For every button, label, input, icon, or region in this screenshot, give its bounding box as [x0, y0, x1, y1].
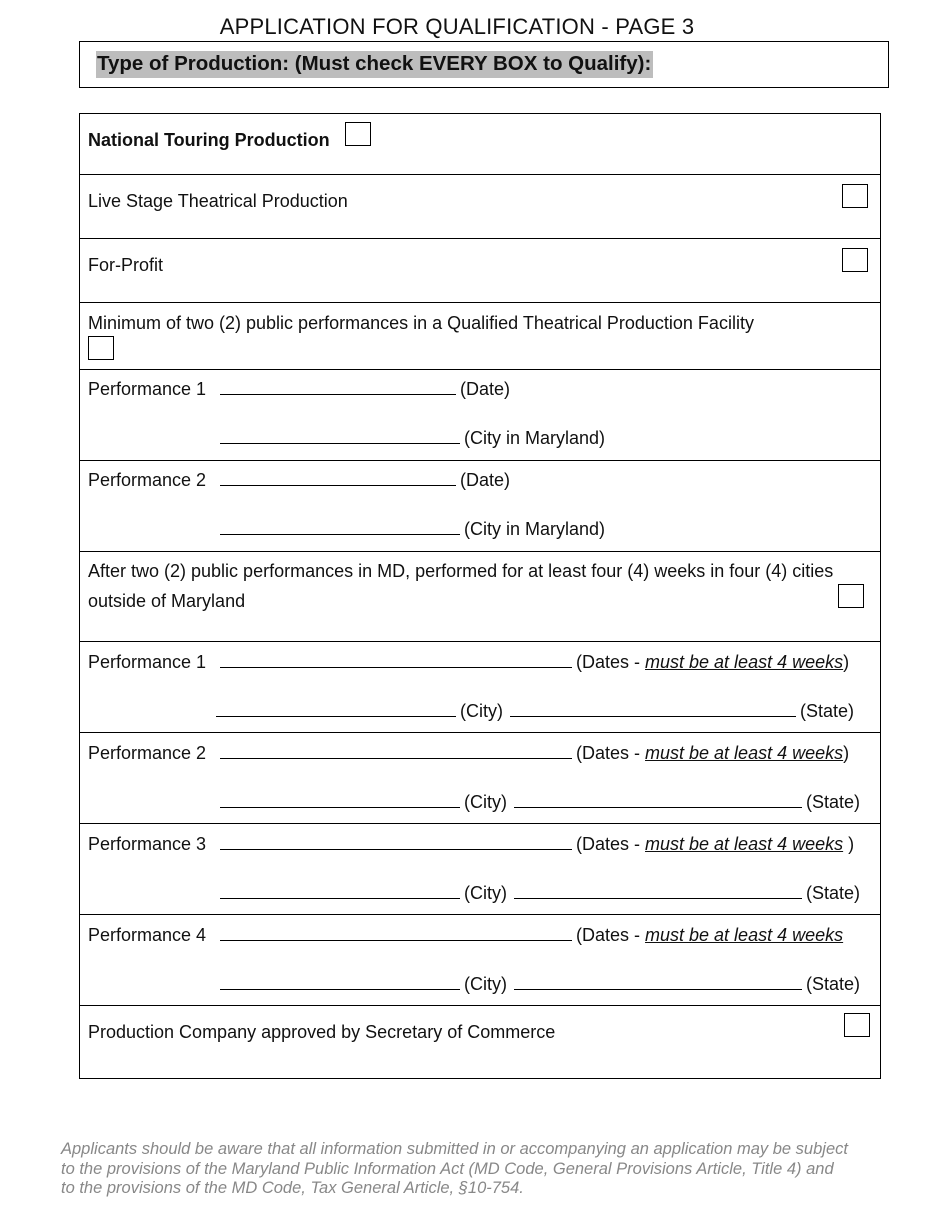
tour-performance-1-state-field[interactable]: (State)	[510, 701, 854, 721]
tour-performance-4-city-field[interactable]: (City)	[220, 974, 507, 994]
md-performance-2-city-field[interactable]: (City in Maryland)	[220, 519, 605, 539]
row-divider	[80, 369, 880, 370]
row-divider	[80, 551, 880, 552]
page-title: APPLICATION FOR QUALIFICATION - PAGE 3	[219, 14, 695, 39]
after-two-checkbox[interactable]	[838, 584, 864, 608]
tour-performance-4-label: Performance 4	[88, 925, 207, 945]
tour-performance-3-state-field[interactable]: (State)	[514, 883, 860, 903]
tour-performance-2-label: Performance 2	[88, 743, 207, 763]
tour-performance-1-city-field[interactable]: (City)	[216, 701, 503, 721]
row-divider	[80, 823, 880, 824]
md-performance-1-label: Performance 1	[88, 379, 207, 399]
disclaimer-line-3: to the provisions of the MD Code, Tax General Article, §10-754.	[61, 1179, 524, 1197]
secretary-approval-label: Production Company approved by Secretary of Commerce	[88, 1022, 556, 1042]
tour-performance-4-dates-field[interactable]: (Dates - must be at least 4 weeks	[220, 925, 843, 945]
tour-performance-2-dates-field[interactable]: (Dates - must be at least 4 weeks)	[220, 743, 849, 763]
row-divider	[80, 732, 880, 733]
row-divider	[80, 460, 880, 461]
section-header-box	[79, 41, 889, 88]
secretary-approval-checkbox[interactable]	[844, 1013, 870, 1037]
tour-performance-4-state-field[interactable]: (State)	[514, 974, 860, 994]
row-divider	[80, 641, 880, 642]
live-stage-label: Live Stage Theatrical Production	[88, 191, 348, 211]
disclaimer-footer	[61, 1140, 891, 1199]
qualification-form	[79, 113, 881, 1079]
row-divider	[80, 914, 880, 915]
tour-performance-1-label: Performance 1	[88, 652, 207, 672]
tour-performance-2-city-field[interactable]: (City)	[220, 792, 507, 812]
row-divider	[80, 238, 880, 239]
row-divider	[80, 302, 880, 303]
section-header: Type of Production: (Must check EVERY BOX to Qualify):	[96, 51, 653, 78]
md-performance-2-label: Performance 2	[88, 470, 207, 490]
for-profit-label: For-Profit	[88, 255, 164, 275]
tour-performance-3-city-field[interactable]: (City)	[220, 883, 507, 903]
disclaimer-line-1: Applicants should be aware that all information submitted in or accompanying an application may be subject	[61, 1140, 848, 1158]
md-performance-1-date-field[interactable]: (Date)	[220, 379, 510, 399]
after-two-label-line1: After two (2) public performances in MD, performed for at least four (4) weeks in four (4) cities	[88, 561, 834, 581]
row-divider	[80, 174, 880, 175]
national-touring-checkbox[interactable]	[345, 122, 371, 146]
min-performances-checkbox[interactable]	[88, 336, 114, 360]
tour-performance-1-dates-field[interactable]: (Dates - must be at least 4 weeks)	[220, 652, 849, 672]
tour-performance-3-dates-field[interactable]: (Dates - must be at least 4 weeks )	[220, 834, 854, 854]
tour-performance-2-state-field[interactable]: (State)	[514, 792, 860, 812]
disclaimer-line-2: to the provisions of the Maryland Public Information Act (MD Code, General Provisions Article, Title 4) and	[61, 1159, 834, 1178]
row-divider	[80, 1005, 880, 1006]
national-touring-label: National Touring Production	[88, 130, 330, 150]
min-performances-label: Minimum of two (2) public performances in a Qualified Theatrical Production Facility	[88, 313, 754, 333]
after-two-label-line2: outside of Maryland	[88, 591, 246, 611]
tour-performance-3-label: Performance 3	[88, 834, 207, 854]
md-performance-1-city-field[interactable]: (City in Maryland)	[220, 428, 605, 448]
for-profit-checkbox[interactable]	[842, 248, 868, 272]
md-performance-2-date-field[interactable]: (Date)	[220, 470, 510, 490]
live-stage-checkbox[interactable]	[842, 184, 868, 208]
